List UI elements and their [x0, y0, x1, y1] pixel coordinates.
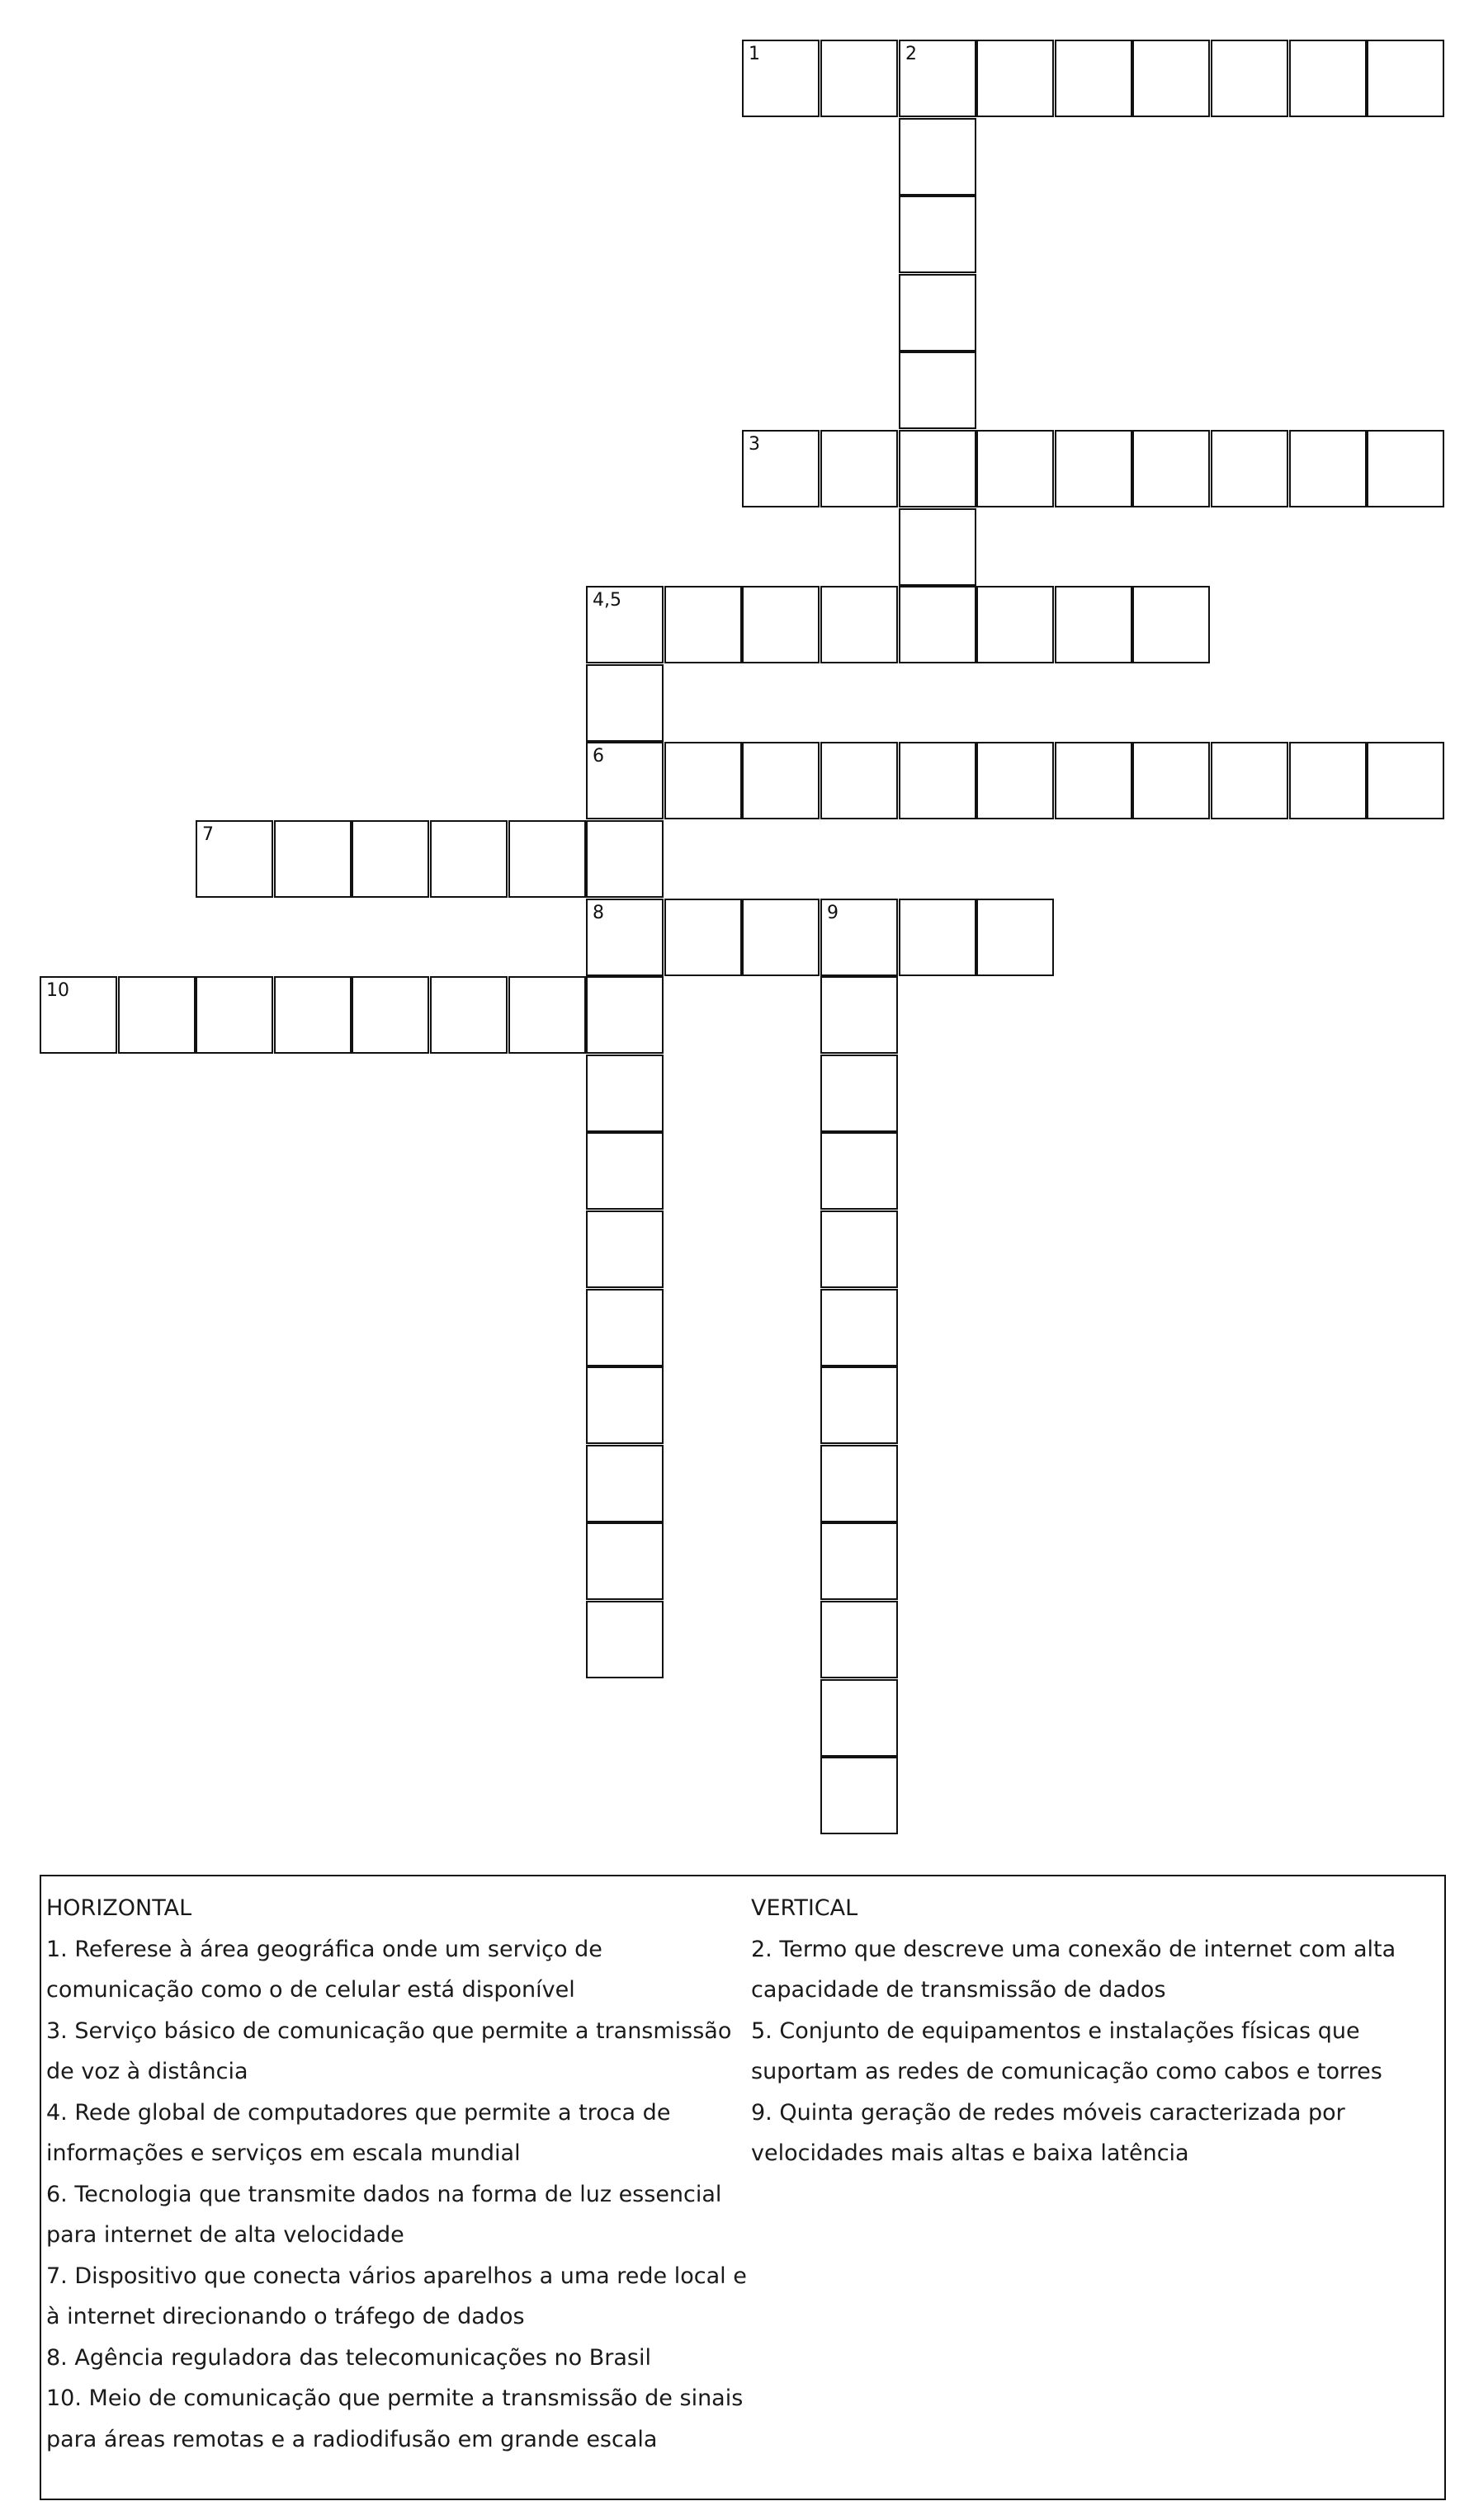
crossword-cell[interactable] — [1055, 586, 1132, 663]
crossword-cell[interactable] — [430, 820, 508, 898]
crossword-cell[interactable] — [1055, 40, 1132, 117]
clue-horizontal-8: 8. Agência reguladora das telecomunicações no Brasil — [46, 2344, 651, 2371]
crossword-cell[interactable] — [820, 1132, 898, 1210]
crossword-cell[interactable] — [820, 40, 898, 117]
crossword-cell[interactable] — [1211, 40, 1288, 117]
crossword-cell[interactable] — [1367, 40, 1444, 117]
crossword-cell[interactable] — [742, 40, 820, 117]
crossword-cell[interactable] — [586, 1132, 664, 1210]
crossword-cell[interactable] — [820, 430, 898, 507]
crossword-cell[interactable] — [899, 352, 976, 429]
crossword-cell[interactable] — [820, 1679, 898, 1757]
clue-number-label: 1 — [749, 44, 760, 64]
clue-horizontal-3: 3. Serviço básico de comunicação que permite a transmissão de voz à distância — [46, 2017, 732, 2084]
clue-horizontal-6: 6. Tecnologia que transmite dados na forma de luz essencial para internet de alta velocidade — [46, 2181, 722, 2248]
crossword-cell[interactable] — [742, 586, 820, 663]
crossword-cell[interactable] — [1055, 430, 1132, 507]
crossword-cell[interactable] — [664, 742, 742, 819]
clue-vertical-9: 9. Quinta geração de redes móveis caracterizada por velocidades mais altas e baixa latência — [751, 2099, 1345, 2166]
crossword-cell[interactable] — [586, 1055, 664, 1132]
crossword-cell[interactable] — [742, 899, 820, 976]
crossword-cell[interactable] — [1211, 742, 1288, 819]
crossword-cell[interactable] — [742, 742, 820, 819]
clue-number-label: 8 — [593, 903, 604, 923]
clue-horizontal-10: 10. Meio de comunicação que permite a transmissão de sinais para áreas remotas e a radiodifusão em grande escala — [46, 2386, 744, 2452]
crossword-cell[interactable] — [976, 586, 1054, 663]
crossword-cell[interactable] — [820, 586, 898, 663]
clues-box — [40, 1875, 1446, 2500]
clues-vertical-heading: VERTICAL — [751, 1895, 858, 1921]
clues-vertical-column — [751, 1888, 1436, 2174]
crossword-cell[interactable] — [196, 976, 273, 1054]
crossword-cell[interactable] — [508, 976, 586, 1054]
crossword-cell[interactable] — [430, 976, 508, 1054]
crossword-cell[interactable] — [820, 1522, 898, 1600]
crossword-cell[interactable] — [820, 1366, 898, 1444]
clue-number-label: 4,5 — [593, 590, 621, 611]
crossword-cell[interactable] — [742, 430, 820, 507]
clue-vertical-5: 5. Conjunto de equipamentos e instalações físicas que suportam as redes de comunicação como cabos e torres — [751, 2017, 1382, 2084]
clues-horizontal-heading: HORIZONTAL — [46, 1895, 192, 1921]
clues-horizontal-column — [46, 1888, 753, 2460]
crossword-cell[interactable] — [899, 118, 976, 196]
clue-horizontal-4: 4. Rede global de computadores que permite a troca de informações e serviços em escala mundial — [46, 2099, 671, 2166]
crossword-cell[interactable] — [40, 976, 117, 1054]
crossword-cell[interactable] — [586, 742, 664, 819]
clue-number-label: 2 — [905, 44, 917, 64]
crossword-cell[interactable] — [820, 1757, 898, 1834]
clue-number-label: 3 — [749, 434, 760, 455]
crossword-cell[interactable] — [586, 976, 664, 1054]
crossword-cell[interactable] — [1055, 742, 1132, 819]
crossword-cell[interactable] — [820, 899, 898, 976]
clue-number-label: 9 — [827, 903, 839, 923]
crossword-cell[interactable] — [899, 742, 976, 819]
crossword-cell[interactable] — [820, 1210, 898, 1288]
crossword-cell[interactable] — [820, 742, 898, 819]
crossword-cell[interactable] — [586, 820, 664, 898]
crossword-cell[interactable] — [1289, 40, 1367, 117]
crossword-cell[interactable] — [1132, 40, 1210, 117]
crossword-cell[interactable] — [899, 508, 976, 586]
crossword-cell[interactable] — [1367, 430, 1444, 507]
crossword-cell[interactable] — [352, 820, 429, 898]
crossword-cell[interactable] — [1211, 430, 1288, 507]
crossword-cell[interactable] — [586, 1366, 664, 1444]
crossword-cell[interactable] — [899, 40, 976, 117]
crossword-cell[interactable] — [352, 976, 429, 1054]
crossword-cell[interactable] — [1132, 586, 1210, 663]
crossword-cell[interactable] — [586, 664, 664, 742]
crossword-cell[interactable] — [586, 586, 664, 663]
crossword-cell[interactable] — [820, 1055, 898, 1132]
clue-number-label: 6 — [593, 746, 604, 767]
crossword-cell[interactable] — [508, 820, 586, 898]
crossword-cell[interactable] — [899, 274, 976, 352]
crossword-cell[interactable] — [196, 820, 273, 898]
crossword-cell[interactable] — [899, 899, 976, 976]
crossword-cell[interactable] — [118, 976, 196, 1054]
crossword-cell[interactable] — [976, 742, 1054, 819]
crossword-cell[interactable] — [976, 40, 1054, 117]
clue-number-label: 7 — [202, 824, 214, 845]
crossword-cell[interactable] — [820, 1289, 898, 1366]
crossword-cell[interactable] — [274, 820, 352, 898]
crossword-cell[interactable] — [820, 1445, 898, 1522]
crossword-cell[interactable] — [586, 899, 664, 976]
crossword-cell[interactable] — [586, 1210, 664, 1288]
clue-horizontal-1: 1. Referese à área geográfica onde um serviço de comunicação como o de celular está disponível — [46, 1936, 602, 2003]
crossword-cell[interactable] — [586, 1601, 664, 1678]
crossword-cell[interactable] — [1132, 742, 1210, 819]
crossword-cell[interactable] — [820, 976, 898, 1054]
crossword-cell[interactable] — [586, 1289, 664, 1366]
clue-horizontal-7: 7. Dispositivo que conecta vários aparelhos a uma rede local e à internet direcionando o tráfego de dados — [46, 2263, 747, 2329]
crossword-cell[interactable] — [976, 899, 1054, 976]
crossword-cell[interactable] — [1367, 742, 1444, 819]
crossword-cell[interactable] — [820, 1601, 898, 1678]
crossword-cell[interactable] — [1289, 742, 1367, 819]
crossword-cell[interactable] — [1132, 430, 1210, 507]
crossword-cell[interactable] — [899, 586, 976, 663]
crossword-cell[interactable] — [586, 1445, 664, 1522]
crossword-cell[interactable] — [274, 976, 352, 1054]
crossword-cell[interactable] — [899, 196, 976, 273]
clue-number-label: 10 — [46, 980, 69, 1001]
crossword-cell[interactable] — [976, 430, 1054, 507]
crossword-cell[interactable] — [664, 899, 742, 976]
crossword-cell[interactable] — [586, 1522, 664, 1600]
crossword-cell[interactable] — [899, 430, 976, 507]
clue-vertical-2: 2. Termo que descreve uma conexão de internet com alta capacidade de transmissão de dados — [751, 1936, 1396, 2003]
crossword-cell[interactable] — [664, 586, 742, 663]
crossword-cell[interactable] — [1289, 430, 1367, 507]
